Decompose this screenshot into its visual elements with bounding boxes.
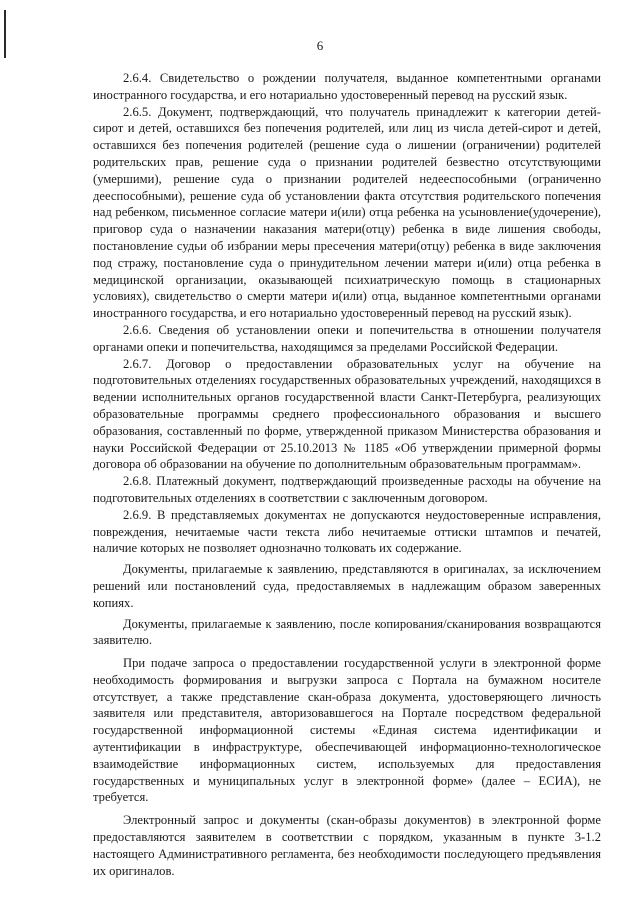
paragraph-electronic-documents: Электронный запрос и документы (скан-образы документов) в электронной форме предоставляются заявителем в соответствии с порядком, указанным в пункте 3-1.2 настоящего Административного регламента, без необходимости последующего предъявления их оригиналов. xyxy=(93,813,601,878)
paragraph-2-6-6: 2.6.6. Сведения об установлении опеки и попечительства в отношении получателя органами опеки и попечительства, находящимся за пределами Российской Федерации. xyxy=(93,322,601,354)
paragraph-2-6-9: 2.6.9. В представляемых документах не допускаются неудостоверенные исправления, повреждения, нечитаемые части текста либо нечитаемые оттиски штампов и печатей, наличие которых не позволяет однозначно толковать их содержание. xyxy=(93,507,601,556)
paragraph-2-6-7: 2.6.7. Договор о предоставлении образовательных услуг на обучение на подготовительных отделениях государственных образовательных учреждений, находящихся в ведении исполнительных органов государственной власти Санкт-Петербурга, реализующих образовательные программы среднего профессионального образования и высшего образования, составленный по форме, утвержденной приказом Министерства образования и науки Российской Федерации от 25.10.2013 № 1185 «Об утверждении примерной формы договора об образовании на обучение по дополнительным образовательным программам». xyxy=(93,356,601,472)
document-body xyxy=(93,70,601,879)
paragraph-originals: Документы, прилагаемые к заявлению, представляются в оригиналах, за исключением решений или постановлений суда, предоставляемых в надлежащим образом заверенных копиях. xyxy=(93,562,601,610)
paragraph-returned: Документы, прилагаемые к заявлению, после копирования/сканирования возвращаются заявителю. xyxy=(93,616,601,648)
paragraph-2-6-5: 2.6.5. Документ, подтверждающий, что получатель принадлежит к категории детей-сирот и детей, оставшихся без попечения родителей, или лиц из числа детей-сирот и детей, оставшихся без попечения родителей (решение суда о лишении (ограничении) родителей родительских прав, решение суда о признании родителей безвестно отсутствующими (умершими), решение суда о признании родителей недееспособными (ограниченно дееспособными), решение суда об установлении факта отсутствия родительского попечения над ребенком, письменное согласие матери и(или) отца ребенка на усыновление(удочерение), приговор суда о назначении наказания матери(отцу) ребенка в виде лишения свободы, постановление судьи об избрании меры пресечения матери(отцу) ребенка в виде заключения под стражу, постановление суда о принудительном лечении матери и(или) отца ребенка в медицинской организации, оказывающей психиатрическую помощь в стационарных условиях), свидетельство о смерти матери и(или) отца, выданное компетентными органами иностранного государства, и его нотариально удостоверенный перевод на русский язык). xyxy=(93,104,601,321)
paragraph-2-6-8: 2.6.8. Платежный документ, подтверждающий произведенные расходы на обучение на подготовительных отделениях в соответствии с заключенным договором. xyxy=(93,474,601,505)
paragraph-electronic-request: При подаче запроса о предоставлении государственной услуги в электронной форме необходимость формирования и выгрузки запроса с Портала на бумажном носителе отсутствует, а также представление скан-образа документа, удостоверяющего личность заявителя или представителя, авторизовавшегося на Портале посредством федеральной государственной информационной системы «Единая система идентификации и аутентификации в инфраструктуре, обеспечивающей информационно-технологическое взаимодействие информационных систем, используемых для предоставления государственных и муниципальных услуг в электронной форме» (далее – ЕСИА), не требуется. xyxy=(93,656,601,805)
page-number: 6 xyxy=(316,38,324,53)
paragraph-2-6-4: 2.6.4. Свидетельство о рождении получателя, выданное компетентными органами иностранного государства, и его нотариально удостоверенный перевод на русский язык. xyxy=(93,71,601,102)
